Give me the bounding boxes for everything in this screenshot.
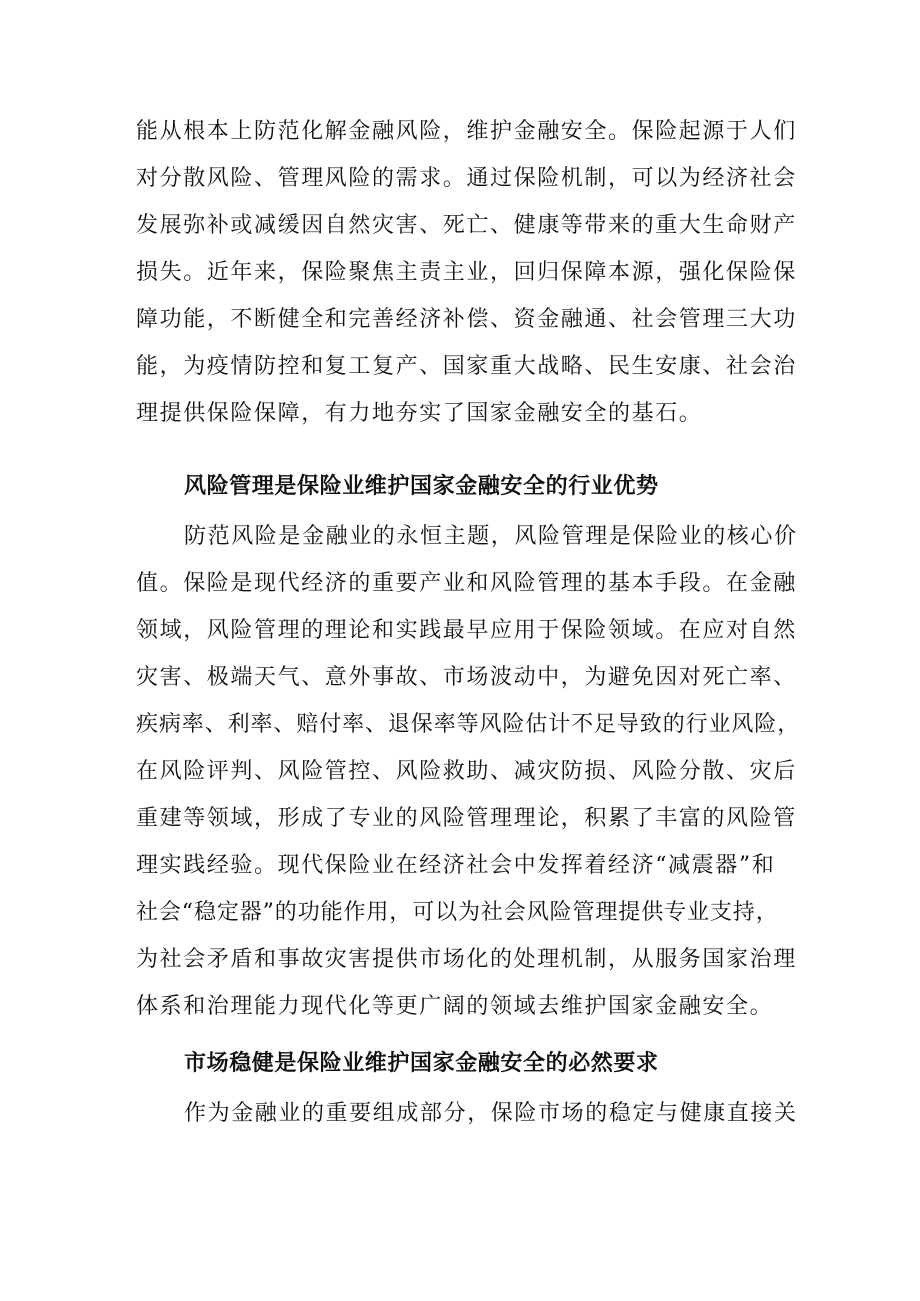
text-line: 理实践经验。现代保险业在经济社会中发挥着经济“减震器”和 [136,853,776,878]
text-line: 疾病率、利率、赔付率、退保率等风险估计不足导致的行业风险， [136,712,801,737]
text-line: 灾害、极端天气、意外事故、市场波动中，为避免因对死亡率、 [136,665,797,690]
text-line: 能，为疫情防控和复工复产、国家重大战略、民生安康、社会治 [136,354,797,379]
text-line: 对分散风险、管理风险的需求。通过保险机制，可以为经济社会 [136,166,797,191]
text-line: 作为金融业的重要组成部分，保险市场的稳定与健康直接关 [184,1101,798,1126]
text-line: 为社会矛盾和事故灾害提供市场化的处理机制，从服务国家治理 [136,947,797,972]
text-line: 体系和治理能力现代化等更广阔的领域去维护国家金融安全。 [136,994,774,1019]
text-line: 发展弥补或减缓因自然灾害、死亡、健康等带来的重大生命财产 [136,213,797,238]
section-heading-market-stability: 市场稳健是保险业维护国家金融安全的必然要求 [184,1051,659,1076]
text-line: 在风险评判、风险管控、风险救助、减灾防损、风险分散、灾后 [136,759,797,784]
text-line: 社会“稳定器”的功能作用，可以为社会风险管理提供专业支持， [136,900,779,925]
text-line: 重建等领域，形成了专业的风险管理理论，积累了丰富的风险管 [136,806,797,831]
text-line: 障功能，不断健全和完善经济补偿、资金融通、社会管理三大功 [136,307,797,332]
text-line: 值。保险是现代经济的重要产业和风险管理的基本手段。在金融 [136,571,797,596]
text-line: 领域，风险管理的理论和实践最早应用于保险领域。在应对自然 [136,618,797,643]
section-heading-risk-management: 风险管理是保险业维护国家金融安全的行业优势 [184,474,659,499]
text-line: 能从根本上防范化解金融风险，维护金融安全。保险起源于人们 [136,119,797,144]
text-line: 理提供保险保障，有力地夯实了国家金融安全的基石。 [136,401,703,426]
text-line: 防范风险是金融业的永恒主题，风险管理是保险业的核心价 [184,524,798,549]
text-line: 损失。近年来，保险聚焦主责主业，回归保障本源，强化保险保 [136,260,797,285]
